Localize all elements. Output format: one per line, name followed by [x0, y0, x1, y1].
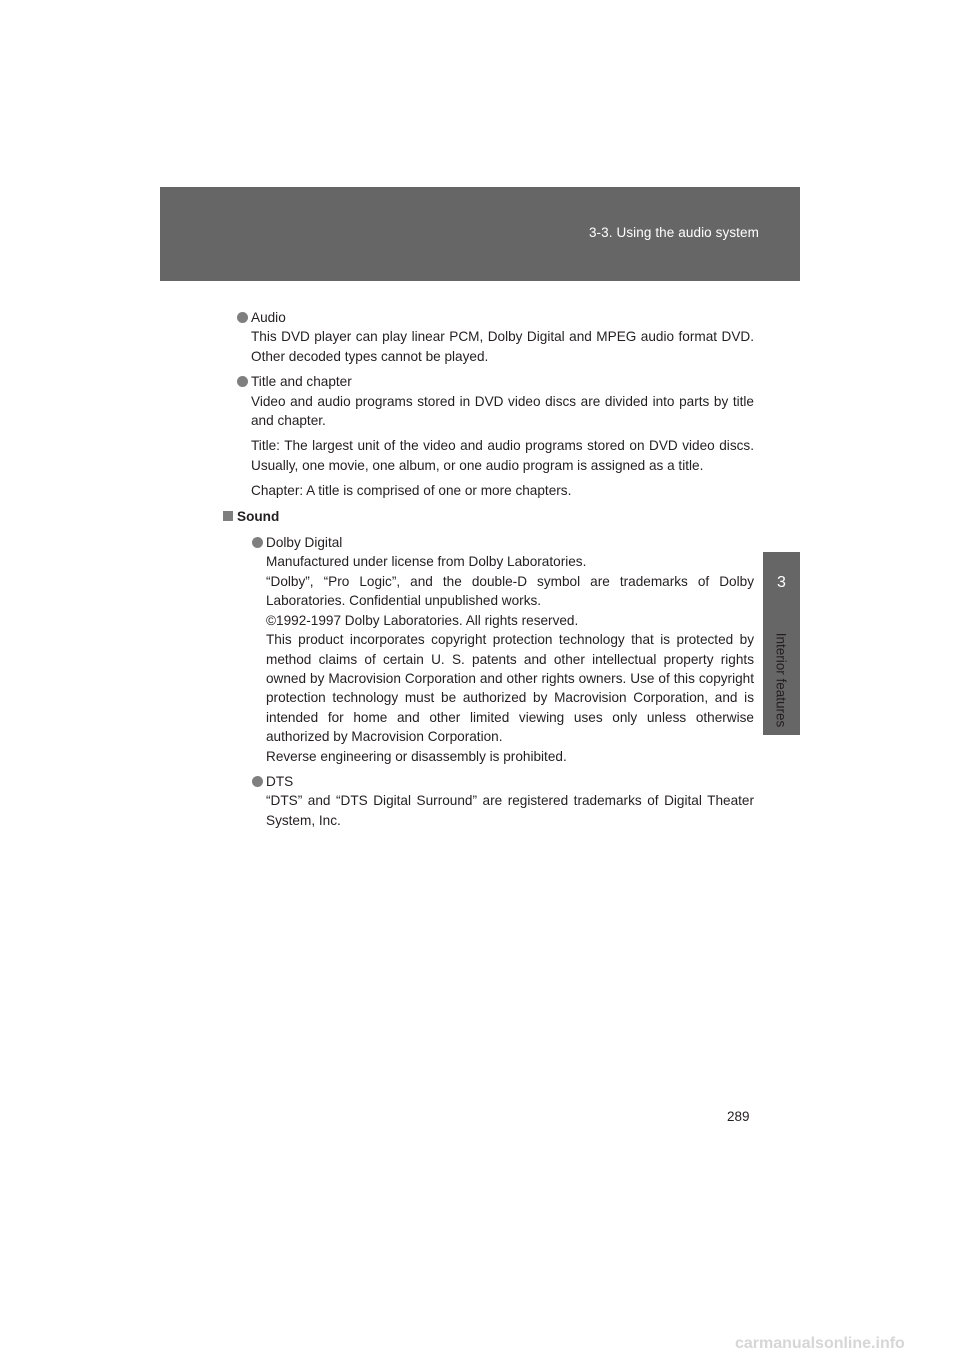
bullet-title: Audio: [251, 310, 286, 325]
chapter-label: Interior features: [773, 632, 789, 728]
bullet-title: DTS: [266, 773, 294, 789]
bullet-dolby-digital: [237, 533, 754, 766]
bullet-text: Reverse engineering or disassembly is prohibited.: [266, 748, 567, 764]
section-heading-sound: [222, 507, 754, 526]
square-bullet-icon: [223, 511, 233, 521]
bullet-dot-icon: [237, 312, 248, 323]
definition-chapter: Chapter: A title is comprised of one or more chapters.: [251, 483, 572, 499]
bullet-text: Manufactured under license from Dolby Laboratories.: [266, 554, 587, 570]
section-heading-text: Sound: [237, 508, 280, 524]
header-bar: [160, 187, 800, 281]
bullet-dot-icon: [252, 776, 263, 787]
bullet-text: This product incorporates copyright protection technology that is protected by method claims of certain U. S. patents and other intellectual property rights owned by Macrovision Corporation and other rights owners. Use of this copyright protection technology must be authorized by Macrovision Corporation, and is intended for home and other limited viewing uses only unless otherwise authorized by Macrovision Corporation.: [266, 632, 754, 745]
bullet-dot-icon: [252, 537, 263, 548]
bullet-dot-icon: [237, 376, 248, 387]
definition-title: Title: The largest unit of the video and audio programs stored on DVD video discs. Usually, one movie, one album, or one audio program is assigned as a title.: [251, 438, 754, 473]
section-title: 3-3. Using the audio system: [588, 225, 759, 240]
footer-watermark: carmanualsonline.info: [735, 1335, 905, 1352]
bullet-text: “Dolby”, “Pro Logic”, and the double-D symbol are trademarks of Dolby Laboratories. Confidential unpublished works.: [266, 573, 754, 609]
bullet-title-and-chapter: [222, 372, 754, 500]
bullet-text: Video and audio programs stored in DVD video discs are divided into parts by title and chapter.: [251, 393, 754, 429]
bullet-title: Title and chapter: [251, 374, 352, 390]
sound-section-body: [222, 533, 754, 830]
bullet-text: ©1992-1997 Dolby Laboratories. All rights reserved.: [266, 612, 579, 628]
bullet-dts: [237, 772, 754, 830]
page-content: [222, 308, 754, 836]
bullet-title: Dolby Digital: [266, 535, 343, 551]
bullet-audio: [222, 308, 754, 366]
bullet-text: This DVD player can play linear PCM, Dolby Digital and MPEG audio format DVD. Other decoded types cannot be played.: [251, 329, 754, 364]
chapter-number: 3: [777, 574, 786, 591]
page-number: 289: [727, 1109, 750, 1124]
bullet-text: “DTS” and “DTS Digital Surround” are registered trademarks of Digital Theater System, Inc.: [266, 793, 754, 828]
